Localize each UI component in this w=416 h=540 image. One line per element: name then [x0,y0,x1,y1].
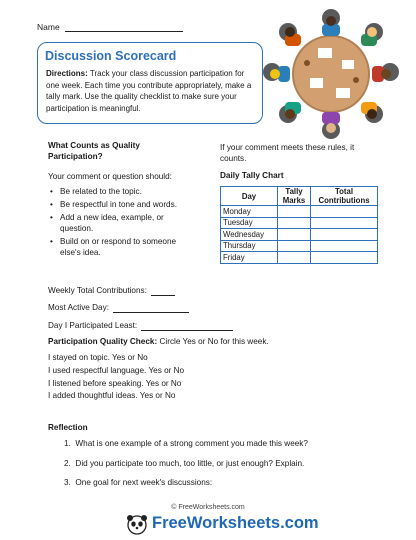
tally-total-cell[interactable] [311,217,378,229]
weekly-total-field[interactable] [151,287,175,296]
directions-label: Directions: [46,69,88,78]
check-item: I used respectful language. Yes or No [48,365,185,375]
check-item: I stayed on topic. Yes or No [48,353,148,362]
quality-check-instruction: Circle Yes or No for this week. [159,337,269,346]
tally-row [221,240,378,252]
tally-day: Monday [221,206,278,218]
tally-marks-cell[interactable] [278,240,311,252]
rule-item: • Be related to the topic. [48,186,198,197]
tally-header-marks: Tally Marks [278,187,311,206]
quality-intro: Your comment or question should: [48,172,172,181]
check-item: I added thoughtful ideas. Yes or No [48,391,176,401]
page-title: Discussion Scorecard [45,49,177,63]
weekly-total-label: Weekly Total Contributions: [48,286,147,295]
reflection-item [64,459,304,468]
reflection-number: 3. [64,478,71,487]
tally-day: Friday [221,252,278,264]
most-active-field[interactable] [113,304,189,313]
directions-text [46,68,258,114]
footer-brand[interactable] [126,513,319,535]
most-active-row [48,302,189,313]
tally-total-cell[interactable] [311,240,378,252]
tally-marks-cell[interactable] [278,252,311,264]
brand-name: FreeWorksheets.com [152,514,319,532]
reflection-text: One goal for next week's discussions: [75,478,213,487]
reflection-number: 1. [64,439,71,448]
name-label: Name [37,22,60,32]
counts-note: If your comment meets these rules, it counts. [220,143,355,163]
reflection-item [64,478,212,487]
least-row [48,320,233,331]
reflection-heading: Reflection [48,423,88,432]
rule-item: • Build on or respond to someone else's idea. [48,236,198,258]
tally-marks-cell[interactable] [278,217,311,229]
discussion-table-illustration [262,8,400,140]
tally-header-total: Total Contributions [311,187,378,206]
rule-item: • Be respectful in tone and words. [48,199,198,210]
quality-heading-line2: Participation? [48,152,103,161]
tally-day: Tuesday [221,217,278,229]
quality-heading-line1: What Counts as Quality [48,141,140,150]
name-field[interactable] [65,22,183,32]
tally-total-cell[interactable] [311,229,378,241]
check-item: I listened before speaking. Yes or No [48,378,182,388]
tally-marks-cell[interactable] [278,229,311,241]
tally-marks-cell[interactable] [278,206,311,218]
quality-rules [48,186,198,260]
reflection-number: 2. [64,459,71,468]
quality-check-list [48,352,184,403]
reflection-text: What is one example of a strong comment you made this week? [75,439,308,448]
footer-copyright: © FreeWorksheets.com [171,504,245,511]
reflection-item [64,439,308,448]
least-label: Day I Participated Least: [48,321,138,330]
tally-header-day: Day [221,187,278,206]
quality-heading [48,140,140,162]
directions-box [37,42,263,124]
tally-row [221,229,378,241]
tally-total-cell[interactable] [311,206,378,218]
least-field[interactable] [141,322,233,331]
most-active-label: Most Active Day: [48,303,109,312]
tally-row [221,206,378,218]
quality-check-heading [48,336,269,347]
tally-chart [220,186,378,264]
tally-row [221,217,378,229]
weekly-total-row [48,285,175,296]
tally-row [221,252,378,264]
quality-check-label: Participation Quality Check: [48,337,158,346]
tally-day: Wednesday [221,229,278,241]
tally-day: Thursday [221,240,278,252]
tally-total-cell[interactable] [311,252,378,264]
name-row [37,22,183,32]
reflection-text: Did you participate too much, too little, or just enough? Explain. [75,459,305,468]
rule-item: • Add a new idea, example, or question. [48,212,198,234]
panda-icon [126,513,148,535]
tally-title: Daily Tally Chart [220,171,284,180]
directions-body: Track your class discussion participation for one week. Each time you contribute appropriately, make a tally mark. Use the quality checklist to make sure your participation is meaningful. [46,69,252,113]
